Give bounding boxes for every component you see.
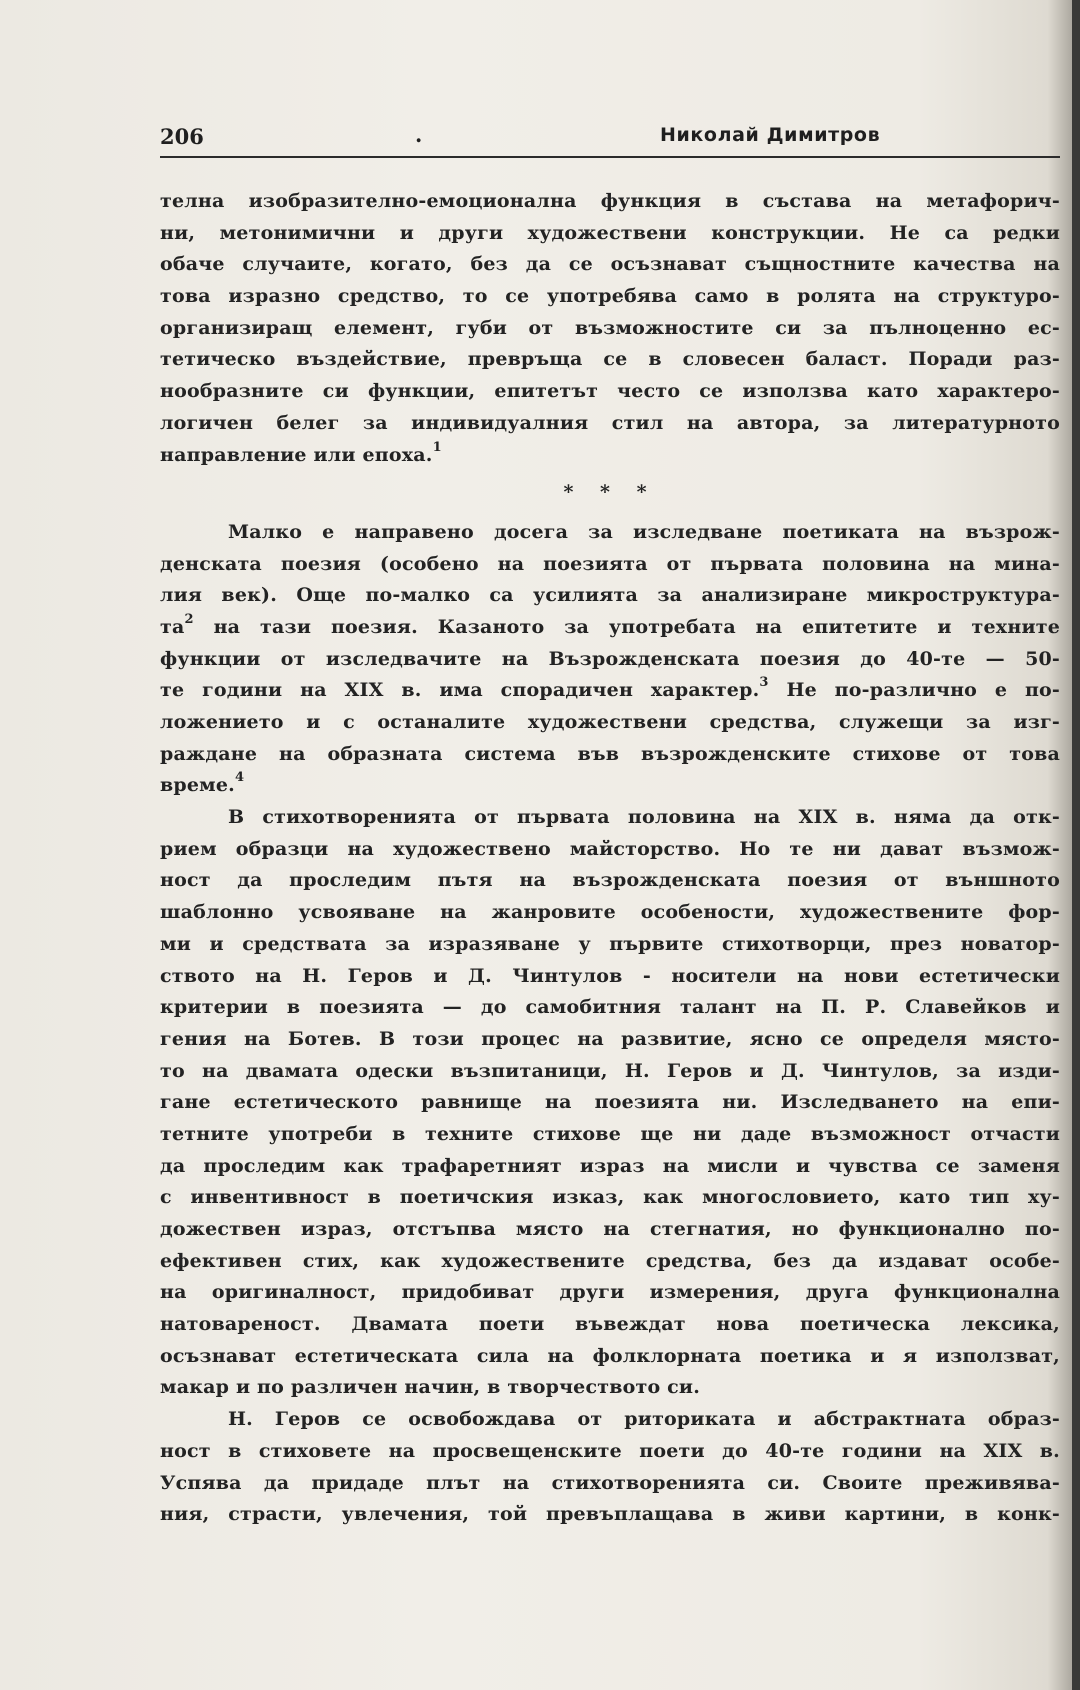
text-line: ложението и с останалите художествени средства, служещи за изг-	[160, 711, 1060, 733]
text-line: тетическо въздействие, превръща се в словесен баласт. Поради раз-	[160, 348, 1060, 371]
text-line	[160, 612, 1060, 644]
text-line: логичен белег за индивидуалния стил на автора, за литературното	[160, 411, 1060, 434]
text-line: осъзнават естетическата сила на фолклорната поетика и я използват,	[160, 1344, 1060, 1367]
footnote-marker: 3	[759, 675, 769, 691]
text-line: то на двамата одески възпитаници, Н. Геров и Д. Чинтулов, за изди-	[160, 1059, 1060, 1082]
text-line: ност да проследим пътя на възрожденската поезия от външното	[160, 869, 1060, 892]
text-line: Малко е направено досега за изследване поетиката на възрож-	[228, 520, 1060, 543]
author-name: Николай Димитров	[660, 124, 881, 146]
text-line: ни, метонимични и други художествени конструкции. Не са редки	[160, 221, 1060, 244]
text-line: дожествен израз, отстъпва място на стегнатия, но функционално по-	[160, 1218, 1060, 1240]
text-line: функции от изследвачите на Възрожденската поезия до 40-те — 50-	[160, 647, 1060, 670]
text-fragment: Не по-различно е по-	[768, 679, 1061, 702]
text-line: критерии в поезията — до самобитния талант на П. Р. Славейков и	[160, 996, 1060, 1019]
text-line: гане естетическото равнище на поезията ни. Изследването на епи-	[160, 1091, 1060, 1114]
page-number: 206	[160, 124, 204, 149]
text-line: обаче случаите, когато, без да се осъзнават същностните качества на	[160, 253, 1060, 276]
text-line: рием образци на художествено майсторство. Но те ни дават възмож-	[160, 837, 1060, 860]
text-line: раждане на образната система във възрожденските стихове от това	[160, 742, 1060, 765]
text-line: тетните употреби в техните стихове ще ни даде възможност отчасти	[160, 1122, 1060, 1145]
text-line: ми и средствата за изразяване у първите стихотворци, през новатор-	[160, 932, 1060, 955]
text-line	[160, 440, 1060, 472]
text-fragment: те години на XIX в. има спорадичен характер.	[160, 679, 760, 702]
text-line: телна изобразително-емоционална функция в състава на метафорич-	[160, 190, 1060, 212]
text-line: шаблонно усвояване на жанровите особености, художествените фор-	[160, 901, 1060, 924]
text-fragment: време.	[160, 774, 235, 797]
text-line: нообразните си функции, епитетът често се използва като характеро-	[160, 380, 1060, 403]
text-line: ефективен стих, как художествените средства, без да издават особе-	[160, 1249, 1060, 1272]
text-line: с инвентивност в поетичския изказ, как многословието, като тип ху-	[160, 1186, 1060, 1209]
footnote-marker: 2	[184, 611, 194, 627]
text-line: В стихотворенията от първата половина на XIX в. няма да отк-	[228, 806, 1060, 829]
running-header	[160, 120, 1060, 158]
text-line	[160, 770, 1060, 802]
footnote-marker: 1	[432, 439, 442, 455]
text-line: Н. Геров се освобождава от риториката и абстрактната образ-	[228, 1408, 1060, 1431]
text-line: натовареност. Двамата поети въвеждат нова поетическа лексика,	[160, 1313, 1060, 1336]
text-line: това изразно средство, то се употребява само в ролята на структуро-	[160, 285, 1060, 308]
text-line	[160, 675, 1060, 707]
text-line: ност в стиховете на просвещенските поети до 40-те години на XIX в.	[160, 1439, 1060, 1462]
text-line: ството на Н. Геров и Д. Чинтулов - носители на нови естетически	[160, 964, 1060, 987]
header-separator: .	[415, 122, 423, 147]
text-line: на оригиналност, придобиват други измерения, друга функционална	[160, 1281, 1060, 1304]
text-fragment: та	[160, 615, 185, 638]
footnote-marker: 4	[234, 770, 245, 786]
text-line: денската поезия (особено на поезията от първата половина на мина-	[160, 552, 1060, 575]
book-spine-edge	[1072, 0, 1080, 1690]
text-line: макар и по различен начин, в творчеството си.	[160, 1376, 701, 1399]
text-fragment: на тази поезия. Казаното за употребата на епитетите и техните	[193, 615, 1060, 638]
text-line: да проследим как трафаретният израз на мисли и чувства се заменя	[160, 1154, 1060, 1177]
text-fragment: направление или епоха.	[160, 443, 433, 466]
section-separator: * * *	[563, 481, 657, 504]
text-line: Успява да придаде плът на стихотворенията си. Своите преживява-	[160, 1471, 1060, 1494]
text-line: организиращ елемент, губи от възможностите си за пълноценно ес-	[160, 316, 1060, 339]
text-line: гения на Ботев. В този процес на развитие, ясно се определя място-	[160, 1027, 1060, 1050]
body-text	[160, 186, 1060, 1531]
text-line: ния, страсти, увлечения, той превъплащава в живи картини, в конк-	[160, 1503, 1060, 1526]
text-line: лия век). Още по-малко са усилията за анализиране микроструктура-	[160, 584, 1060, 607]
